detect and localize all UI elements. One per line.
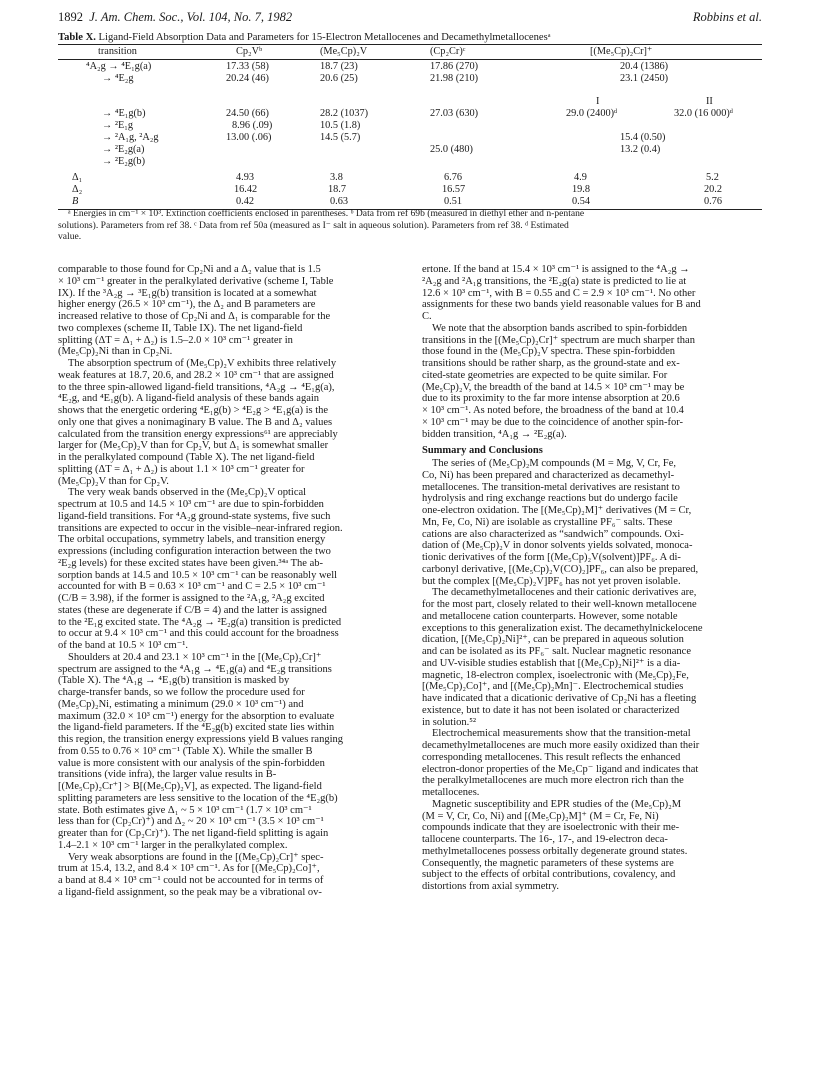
text-line: spectrum are assigned to the ⁴A₁g → ⁴E₁g(a) and ⁴E₂g transitions [58,663,332,675]
text-line: calculated from the transition energy expressions⁶¹ are appreciably [58,428,338,440]
text-line: one-electron oxidation. The [(Me₅Cp)₂M]⁺ derivatives (M = Cr, [422,505,692,516]
table-cell: 20.2 [704,184,723,195]
running-head-left [58,10,292,25]
text-line: of the band at 10.5 × 10³ cm⁻¹. [58,640,189,651]
text-line: ligand-field transitions. For ⁴A₂g ground-state systems, five such [58,510,331,522]
table-cell: 18.7 [328,184,347,195]
text-line: ⁴E₂g, and ⁴E₁g(b). A ligand-field analysis of these bands again [58,393,320,405]
table-cell: 4.9 [574,172,587,183]
table-cell: 18.7 (23) [320,61,358,72]
table-cell: 6.76 [444,172,463,183]
text-line: cations are also characterized as “sandwich” compounds. Oxi- [422,528,684,540]
text-line: states (these are degenerate if C/B = 4) and the latter is assigned [58,604,327,616]
text-line: dication, [(Me₅Cp)₂Ni]²⁺, can be prepared in aqueous solution [422,634,684,646]
text-line: and can be isolated as its PF₆⁻ salt. Nuclear magnetic resonance [422,646,691,657]
text-line: in the peralkylated compound (Table X). The net ligand-field [58,452,315,463]
text-line: Consequently, the magnetic parameters of these systems are [422,857,674,869]
text-line: assignments for these two bands yield reasonable values for B and [422,299,701,311]
text-line: Mn, Fe, Co, Ni) are isolable as crystalline PF₆⁻ salts. These [422,516,673,528]
text-line: in solution.⁵² [422,716,477,728]
text-line: weak features at 18.7, 20.6, and 28.2 × 10³ cm⁻¹ that are assigned [58,369,334,381]
text-line: (Me₅Cp)₂Ni than in Cp₂Ni. [58,346,173,358]
table-row-transition: → ⁴E₁g(b) [102,108,146,119]
table-header-me5cp2v: (Me₅Cp)₂V [320,46,368,57]
text-line: from 0.55 to 0.76 × 10³ cm⁻¹ (Table X). While the smaller B [58,745,313,757]
text-line: Very weak absorptions are found in the [(Me₅Cp)₂Cr]⁺ spec- [68,851,324,863]
text-line: accounted for with B = 0.63 × 10³ cm⁻¹ and C = 2.5 × 10³ cm⁻¹ [58,581,326,593]
text-line: transitions (vide infra), the larger value results in B- [58,769,277,781]
table-row-transition: → ²E₁g [102,120,133,131]
table-cell: 16.57 [442,184,466,195]
text-line: metallocenes. The transition-metal derivatives are resistant to [422,481,680,493]
journal-page [58,0,762,1068]
text-line: sorption bands at 14.5 and 10.5 × 10³ cm⁻¹ can be reasonably well [58,569,338,581]
text-line: expressions (including configuration interaction between the two [58,546,331,557]
text-line: The orbital occupations, symmetry labels, and transition energy [58,534,326,546]
text-line: the peralkylmetallocenes are much more electron rich than the [422,775,684,787]
text-line: shows that the energetic ordering ⁴E₁g(b) > ⁴E₂g > ⁴E₁g(a) is the [58,405,329,416]
table-title: Ligand-Field Absorption Data and Parameters for 15-Electron Metallocenes and Decamethylmetallocenesᵃ [98,32,551,43]
text-line: larger for (Me₅Cp)₂V than for Cp₂V, but Δ₁ is somewhat smaller [58,440,329,452]
text-line: existence, but to date it has not been isolated or characterized [422,704,680,716]
text-line: only one that gives a nonimaginary B value. The B and Δ₂ values [58,416,333,428]
table-header-me5cp2cr-plus: [(Me₅Cp)₂Cr]⁺ [590,46,653,57]
text-line: spectrum at 10.5 and 14.5 × 10³ cm⁻¹ are due to spin-forbidden [58,499,324,510]
table-cell: 14.5 (5.7) [320,132,361,143]
text-line: IX). If the ³A₂g → ³E₁g(b) transition is located at a somewhat [58,287,317,299]
text-line: distortions from axial symmetry. [422,881,559,892]
text-line: exceptions to this generalization exist. The decamethylnickelocene [422,622,703,634]
table-cell: 25.0 (480) [430,144,473,155]
body-column-right [422,264,762,893]
table-cell: 19.8 [572,184,591,195]
text-line: × 10³ cm⁻¹. As noted before, the broadness of the band at 10.4 [422,405,684,416]
table-cell: 0.76 [704,196,723,207]
text-line: transitions are expected to occur in the visible–near-infrared region. [58,522,343,534]
text-line: bidden transition, ⁴A₁g → ²E₂g(a). [422,428,567,440]
text-line: transitions in the [(Me₅Cp)₂Cr]⁺ spectrum are much sharper than [422,334,695,346]
text-line: increased relative to those of Cp₂Ni and Δ₁ is comparable for the [58,311,331,322]
text-line: due to its proximity to the far more intense absorption at 20.6 [422,393,680,405]
text-line: state. Both estimates give Δ₁ ~ 5 × 10³ cm⁻¹ (1.7 × 10³ cm⁻¹ [58,804,312,816]
table-cell: 20.6 (25) [320,73,358,84]
text-line: compounds indicate that they are isoelectronic with their me- [422,822,680,834]
text-line: methylmetallocenes possess orbitally degenerate ground states. [422,845,688,857]
text-line: the ligand-field parameters. If the ⁴E₂g(b) excited state lies within [58,722,335,734]
journal-citation: J. Am. Chem. Soc., Vol. 104, No. 7, 1982 [89,10,293,24]
text-line: splitting parameters are less sensitive to the location of the ⁴E₂g(b) [58,792,338,804]
table-cell: 10.5 (1.8) [320,120,361,131]
text-line: cited-state geometries are expected to be quite similar. For [422,369,668,381]
table-cell: 13.2 (0.4) [620,144,661,155]
text-line: decamethylmetallocenes are much more easily oxidized than their [422,740,700,751]
text-line: [(Me₅Cp)₂Cr⁺] > B[(Me₅Cp)₂V], as expected. The ligand-field [58,781,322,792]
table-row-transition: → ⁴E₂g [102,73,134,84]
text-line: greater than for (Cp₂Cr)⁺). The net ligand-field splitting is again [58,828,329,839]
text-line: charge-transfer bands, so we follow the procedure used for [58,687,305,698]
table-cell: 13.00 (.06) [226,132,272,143]
running-head [58,10,762,28]
table-row-transition: → ²A₁g, ²A₂g [102,132,159,143]
text-line: (Me₅Cp)₂V than for Cp₂V. [58,475,169,487]
footnote-line: value. [58,231,82,243]
text-line: a ligand-field assignment, so the peak may be a vibrational ov- [58,886,322,898]
text-line: splitting (ΔT = Δ₁ + Δ₂) is about 1.1 × 10³ cm⁻¹ greater for [58,463,305,475]
text-line: Co, Ni) has been prepared and characterized as decamethyl- [422,469,675,481]
text-line: and UV-visible studies establish that [(Me₅Cp)₂Ni]²⁺ is a dia- [422,657,681,669]
text-line: hydrolysis and ring exchange reactions but do undergo facile [422,493,678,505]
text-line: We note that the absorption bands ascribed to spin-forbidden [432,322,688,334]
table-header-transition: transition [98,46,137,57]
text-line: two complexes (scheme II, Table IX). The net ligand-field [58,322,303,334]
text-line: subject to the effects of orbital contributions, covalency, and [422,869,676,881]
text-line: and metallocene cation counterparts. However, some notable [422,610,678,622]
text-line: tallocene counterparts. The 16-, 17-, and 19-electron deca- [422,834,668,845]
text-line: (C/B = 3.98), if the former is assigned to the ²A₁g, ²A₂g excited [58,593,325,604]
text-line: The series of (Me₅Cp)₂M compounds (M = Mg, V, Cr, Fe, [432,458,677,469]
text-line: (Me₅Cp)₂Ni, estimating a minimum (29.0 × 10³ cm⁻¹) and [58,698,304,710]
text-line: (Me₅Cp)₂V, the breadth of the band at 14.5 × 10³ cm⁻¹ may be [422,381,685,393]
text-line: this region, the transition energy expressions yield B values ranging [58,734,344,745]
table-cell: 17.33 (58) [226,61,269,72]
text-line: (M = V, Cr, Co, Ni) and [(Me₅Cp)₂M]⁺ (M = Cr, Fe, Ni) [422,810,659,822]
table-cell: 21.98 (210) [430,73,479,84]
text-line: C. [422,311,432,322]
table-header-cp2v: Cp₂Vᵇ [236,46,263,57]
text-line: higher energy (26.5 × 10³ cm⁻¹), the Δ₂ and B parameters are [58,299,316,311]
text-line: ²E₂g levels) for these excited states have been given.³⁴ᵃ The ab- [58,557,323,569]
table-caption [58,31,762,44]
text-line: magnetic, 18-electron complex, isoelectronic with (Me₅Cp)₂Fe, [422,669,689,681]
text-line: metallocenes. [422,787,480,798]
text-line: splitting (ΔT = Δ₁ + Δ₂) is 1.5–2.0 × 10³ cm⁻¹ greater in [58,334,293,346]
table-cell: 0.51 [444,196,463,207]
table-param-name: B [72,196,79,207]
table-cell: 0.63 [330,196,349,207]
text-line: The very weak bands observed in the (Me₅Cp)₂V optical [68,487,307,499]
table-cell: 20.4 (1386) [620,61,669,72]
text-line: tionic derivatives of the form [(Me₅Cp)₂V(solvent)]PF₆. A di- [422,552,681,563]
table-footnotes [58,208,762,243]
text-line: a band at 8.4 × 10³ cm⁻¹ could not be accounted for in terms of [58,875,324,886]
footnote-line: ᵃ Energies in cm⁻¹ × 10³. Extinction coefficients enclosed in parentheses. ᵇ Data from ref 69b (measured in diethyl ether and n-pentane [68,208,585,219]
text-line: dation of (Me₅Cp)₂V in donor solvents yields solvated, monoca- [422,540,693,552]
table-cell: 29.0 (2400)ᵈ [566,108,618,119]
table-cell: 28.2 (1037) [320,108,369,119]
table-row-transition: ⁴A₂g → ⁴E₁g(a) [86,61,152,72]
text-line: electron-donor properties of the Me₅Cp⁻ ligand and indicates that [422,763,699,775]
table-cell: 5.2 [706,172,719,183]
table-cell: 4.93 [236,172,255,183]
table-header-cp2cr: (Cp₂Cr)ᶜ [430,46,466,57]
text-line: maximum (32.0 × 10³ cm⁻¹) energy for the absorption to evaluate [58,710,335,722]
table-header-rule [58,59,762,60]
text-line: 1.4–2.1 × 10³ cm⁻¹ larger in the peralkylated complex. [58,839,288,851]
text-line: × 10³ cm⁻¹ may be due to the coincidence of another spin-for- [422,416,684,428]
table-cell: 8.96 (.09) [232,120,273,131]
table-cell: 17.86 (270) [430,61,479,72]
running-head-authors: Robbins et al. [692,10,762,24]
body-column-left [58,264,398,899]
text-line: but the complex [(Me₅Cp)₂V]PF₆ has not yet proven isolable. [422,575,681,587]
table-cell: 15.4 (0.50) [620,132,666,143]
text-line: The decamethylmetallocenes and their cationic derivatives are, [432,587,697,599]
table-cell: 0.42 [236,196,255,207]
table-subheader-i: I [596,96,600,107]
text-line: transitions should be rather sharp, as the ground-state and ex- [422,358,680,369]
text-line: to the ²E₁g excited state. The ⁴A₂g → ²E₂g(a) transition is predicted [58,616,342,628]
text-line: Electrochemical measurements show that the transition-metal [432,728,691,740]
table-cell: 3.8 [330,172,343,183]
text-line: to the three spin-allowed ligand-field transitions, ⁴A₂g → ⁴E₁g(a), [58,381,335,393]
table-cell: 23.1 (2450) [620,73,669,84]
text-line: Magnetic susceptibility and EPR studies of the (Me₅Cp)₂M [432,798,682,810]
text-line: [(Me₅Cp)₂Co]⁺, and [(Me₅Cp)₂Mn]⁻. Electrochemical studies [422,681,684,693]
footnote-line: solutions). Parameters from ref 38. ᶜ Data from ref 50a (measured as I⁻ salt in aqueous solution). Parameters from ref 38. ᵈ Estimated [58,219,569,231]
text-line: The absorption spectrum of (Me₅Cp)₂V exhibits three relatively [68,358,337,369]
table-cell: 27.03 (630) [430,108,479,119]
table-top-rule [58,44,762,45]
page-number: 1892 [58,10,83,24]
text-line: for the most part, closely related to their well-known metallocene [422,599,697,610]
text-line: corresponding metallocenes. This result reflects the enhanced [422,751,681,763]
table-label: Table X. [58,32,96,43]
table-cell: 16.42 [234,184,258,195]
text-line: comparable to those found for Cp₂Ni and a Δ₂ value that is 1.5 [58,264,321,275]
data-table [58,44,762,206]
table-cell: 0.54 [572,196,591,207]
table-cell: 24.50 (66) [226,108,269,119]
text-line: × 10³ cm⁻¹ greater in the peralkylated derivative (scheme I, Table [58,275,334,287]
table-row-transition: → ²E₂g(b) [102,156,145,167]
text-line: (Table X). The ⁴A₁g → ⁴E₁g(b) transition is masked by [58,675,290,687]
text-line: those found in the (Me₅Cp)₂V spectra. These spin-forbidden [422,346,676,358]
text-line: 12.6 × 10³ cm⁻¹, with B = 0.55 and C = 2.9 × 10³ cm⁻¹. No other [422,287,696,299]
section-heading: Summary and Conclusions [422,445,543,457]
text-line: less than for (Cp₂Cr)⁺) and Δ₂ ~ 20 × 10³ cm⁻¹ (3.5 × 10³ cm⁻¹ [58,816,324,828]
table-param-name: Δ₂ [72,184,83,195]
text-line: trum at 15.4, 13.2, and 8.4 × 10³ cm⁻¹. As for [(Me₅Cp)₂Co]⁺, [58,863,320,875]
table-subheader-ii: II [706,96,713,107]
text-line: value is more consistent with our analysis of the spin-forbidden [58,757,325,769]
text-line: ²A₂g and ²A₁g transitions, the ²E₂g(a) state is predicted to lie at [422,275,687,287]
table-param-name: Δ₁ [72,172,83,183]
text-line: have indicated that a dicationic derivative of Cp₂Ni has a fleeting [422,693,697,704]
table-cell: 20.24 (46) [226,73,269,84]
text-line: Shoulders at 20.4 and 23.1 × 10³ cm⁻¹ in the [(Me₅Cp)₂Cr]⁺ [68,651,322,663]
text-line: ertone. If the band at 15.4 × 10³ cm⁻¹ is assigned to the ⁴A₂g → [422,264,690,275]
table-cell: 32.0 (16 000)ᵈ [674,108,733,119]
table-row-transition: → ²E₂g(a) [102,144,145,155]
text-line: to occur at 9.4 × 10³ cm⁻¹ and this could account for the broadness [58,628,339,640]
text-line: carbonyl derivative, [(Me₅Cp)₂V(CO)₂]PF₆, can also be prepared, [422,563,699,575]
